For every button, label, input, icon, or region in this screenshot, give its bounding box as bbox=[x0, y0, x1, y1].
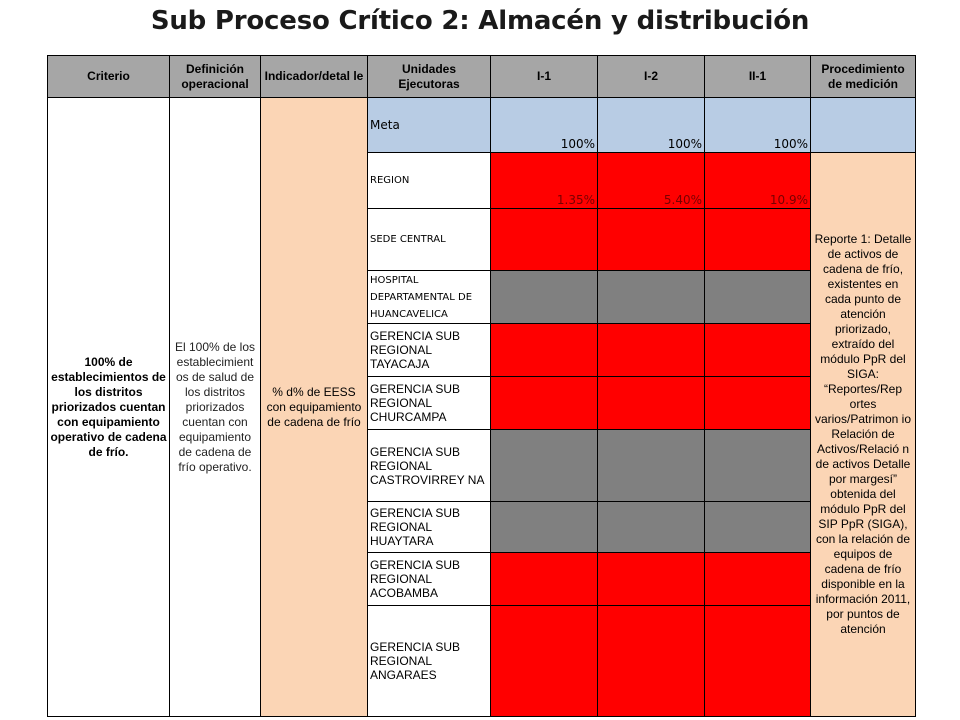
header-unidades: Unidades Ejecutoras bbox=[368, 56, 491, 98]
hospital-ii1 bbox=[705, 271, 811, 324]
header-ii1: II-1 bbox=[705, 56, 811, 98]
header-procedimiento: Procedimiento de medición bbox=[811, 56, 916, 98]
unidad-hospital: HOSPITAL DEPARTAMENTAL DE HUANCAVELICA bbox=[368, 271, 491, 324]
page-title: Sub Proceso Crítico 2: Almacén y distribución bbox=[150, 6, 810, 36]
sede-ii1 bbox=[705, 209, 811, 271]
header-i1: I-1 bbox=[491, 56, 598, 98]
region-i2: 5.40% bbox=[598, 153, 705, 209]
region-ii1: 10.9% bbox=[705, 153, 811, 209]
hospital-i2 bbox=[598, 271, 705, 324]
castrovirreyna-i2 bbox=[598, 430, 705, 502]
region-i1: 1.35% bbox=[491, 153, 598, 209]
unidad-region: REGION bbox=[368, 153, 491, 209]
meta-procedimiento-cell bbox=[811, 98, 916, 153]
angaraes-ii1 bbox=[705, 606, 811, 717]
hospital-i1 bbox=[491, 271, 598, 324]
indicator-table bbox=[47, 55, 916, 717]
meta-i1: 100% bbox=[491, 98, 598, 153]
unidad-huaytara: GERENCIA SUB REGIONAL HUAYTARA bbox=[368, 502, 491, 553]
tayacaja-i2 bbox=[598, 324, 705, 377]
castrovirreyna-i1 bbox=[491, 430, 598, 502]
meta-ii1: 100% bbox=[705, 98, 811, 153]
unidad-angaraes: GERENCIA SUB REGIONAL ANGARAES bbox=[368, 606, 491, 717]
huaytara-i1 bbox=[491, 502, 598, 553]
indicador-cell: % d% de EESS con equipamiento de cadena de frío bbox=[261, 98, 368, 717]
unidad-tayacaja: GERENCIA SUB REGIONAL TAYACAJA bbox=[368, 324, 491, 377]
definicion-cell: El 100% de los establecimient os de salud de los distritos priorizados cuentan con equipamiento de cadena de frío operativo. bbox=[170, 98, 261, 717]
procedimiento-cell: Reporte 1: Detalle de activos de cadena de frío, existentes en cada punto de atención priorizado, extraído del módulo PpR del SIGA: “Reportes/Rep ortes varios/Patrimon io Relación de Activos/Relació n de activos Detalle por margesí” obtenida del módulo PpR del SIP PpR (SIGA), con la relación de equipos de cadena de frío disponible en la información 2011, por puntos de atención bbox=[811, 153, 916, 717]
unidad-meta: Meta bbox=[368, 98, 491, 153]
meta-i2: 100% bbox=[598, 98, 705, 153]
tayacaja-i1 bbox=[491, 324, 598, 377]
churcampa-i1 bbox=[491, 377, 598, 430]
churcampa-i2 bbox=[598, 377, 705, 430]
unidad-castrovirreyna: GERENCIA SUB REGIONAL CASTROVIRREY NA bbox=[368, 430, 491, 502]
acobamba-i1 bbox=[491, 553, 598, 606]
huaytara-i2 bbox=[598, 502, 705, 553]
tayacaja-ii1 bbox=[705, 324, 811, 377]
churcampa-ii1 bbox=[705, 377, 811, 430]
acobamba-ii1 bbox=[705, 553, 811, 606]
unidad-acobamba: GERENCIA SUB REGIONAL ACOBAMBA bbox=[368, 553, 491, 606]
table-row bbox=[48, 98, 916, 153]
unidad-churcampa: GERENCIA SUB REGIONAL CHURCAMPA bbox=[368, 377, 491, 430]
acobamba-i2 bbox=[598, 553, 705, 606]
sede-i2 bbox=[598, 209, 705, 271]
header-row bbox=[48, 56, 916, 98]
criterio-cell: 100% de establecimientos de los distritos priorizados cuentan con equipamiento operativo de cadena de frío. bbox=[48, 98, 170, 717]
header-definicion: Definición operacional bbox=[170, 56, 261, 98]
castrovirreyna-ii1 bbox=[705, 430, 811, 502]
sede-i1 bbox=[491, 209, 598, 271]
header-i2: I-2 bbox=[598, 56, 705, 98]
header-criterio: Criterio bbox=[48, 56, 170, 98]
unidad-sede-central: SEDE CENTRAL bbox=[368, 209, 491, 271]
huaytara-ii1 bbox=[705, 502, 811, 553]
angaraes-i2 bbox=[598, 606, 705, 717]
header-indicador: Indicador/detal le bbox=[261, 56, 368, 98]
angaraes-i1 bbox=[491, 606, 598, 717]
